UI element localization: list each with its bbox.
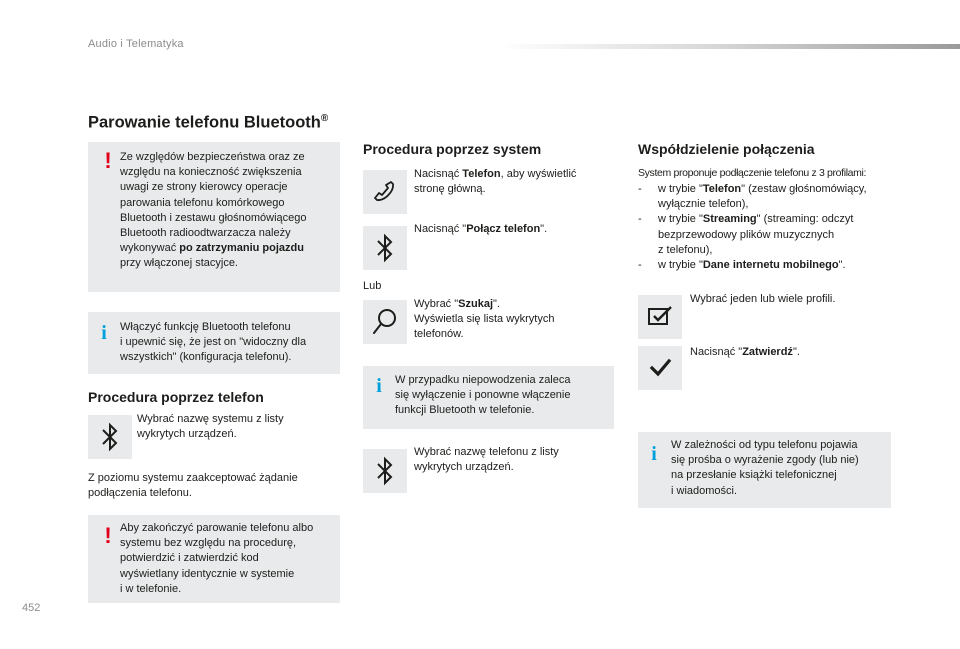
bluetooth-icon	[376, 456, 394, 486]
paragraph-accept: Z poziomu systemu zaakceptować żądanie podłączenia telefonu.	[88, 472, 298, 500]
info-icon: i	[376, 375, 382, 397]
page-title: Parowanie telefonu Bluetooth®	[88, 113, 329, 132]
info-box-consent	[638, 432, 891, 508]
warning-text: Ze względów bezpieczeństwa oraz ze względu na konieczność zwiększenia uwagi ze strony kierowcy operacje parowania telefonu komórkowego Bluetooth i zestawu głośnomówiącego Bluetooth radioodtwarzacza należy wykonywać po zatrzymaniu pojazdu przy włączonej stacyjce.	[120, 151, 307, 270]
phone-icon	[372, 179, 398, 205]
list-item: - w trybie "Streaming" (streaming: odczyt bezprzewodowy plików muzycznych z telefonu),	[638, 213, 854, 256]
heading-connection-sharing: Współdzielenie połączenia	[638, 141, 815, 157]
checklist-icon-box	[638, 295, 682, 339]
list-item: - w trybie "Telefon" (zestaw głośnomówiący, wyłącznie telefon),	[638, 183, 867, 211]
info-icon: i	[651, 443, 657, 465]
heading-system-procedure: Procedura poprzez system	[363, 141, 542, 157]
info-box-failure	[363, 366, 614, 429]
step-select-system: Wybrać nazwę systemu z listy wykrytych urządzeń.	[137, 413, 284, 441]
step-press-phone: Nacisnąć Telefon, aby wyświetlić stronę główną.	[414, 168, 577, 196]
warning-box-safety	[88, 142, 340, 292]
search-icon	[370, 307, 400, 337]
page-number: 452	[22, 602, 41, 614]
info-text: W zależności od typu telefonu pojawia się prośba o wyrażenie zgody (lub nie) na przesłanie książki telefonicznej i wiadomości.	[671, 439, 859, 497]
info-box-bluetooth	[88, 312, 340, 374]
step-confirm: Nacisnąć "Zatwierdź".	[690, 346, 800, 358]
check-icon	[648, 358, 672, 378]
warning-text: Aby zakończyć parowanie telefonu albo systemu bez względu na procedurę, potwierdzić i zatwierdzić kod wyświetlany identycznie w systemie i w telefonie.	[120, 522, 314, 595]
warning-icon: !	[104, 523, 112, 548]
info-text: W przypadku niepowodzenia zaleca się wyłączenie i ponowne włączenie funkcji Bluetooth w telefonie.	[395, 374, 571, 417]
step-connect-phone: Nacisnąć "Połącz telefon".	[414, 223, 548, 235]
profiles-list	[638, 182, 918, 273]
bluetooth-icon	[376, 233, 394, 263]
bluetooth-icon	[101, 422, 119, 452]
list-item: - w trybie "Dane internetu mobilnego".	[638, 259, 846, 272]
checklist-icon	[647, 305, 673, 329]
bluetooth-icon-box	[363, 449, 407, 493]
step-search: Wybrać "Szukaj". Wyświetla się lista wykrytych telefonów.	[414, 298, 555, 341]
heading-phone-procedure: Procedura poprzez telefon	[88, 389, 264, 405]
info-icon: i	[101, 322, 107, 344]
check-icon-box	[638, 346, 682, 390]
registered-mark: ®	[320, 113, 329, 124]
warning-icon: !	[104, 148, 112, 173]
bluetooth-icon-box	[88, 415, 132, 459]
section-title: Audio i Telematyka	[88, 38, 184, 50]
phone-icon-box	[363, 170, 407, 214]
step-select-phone: Wybrać nazwę telefonu z listy wykrytych urządzeń.	[414, 446, 559, 474]
step-select-profiles: Wybrać jeden lub wiele profili.	[690, 293, 836, 305]
header-bar	[498, 44, 960, 49]
bluetooth-icon-box	[363, 226, 407, 270]
or-label: Lub	[363, 280, 382, 292]
profiles-intro: System proponuje podłączenie telefonu z 3 profilami:	[638, 167, 867, 179]
search-icon-box	[363, 300, 407, 344]
info-text: Włączyć funkcję Bluetooth telefonu i upewnić się, że jest on "widoczny dla wszystkich" (konfiguracja telefonu).	[120, 321, 307, 364]
warning-box-end-pairing	[88, 515, 340, 603]
